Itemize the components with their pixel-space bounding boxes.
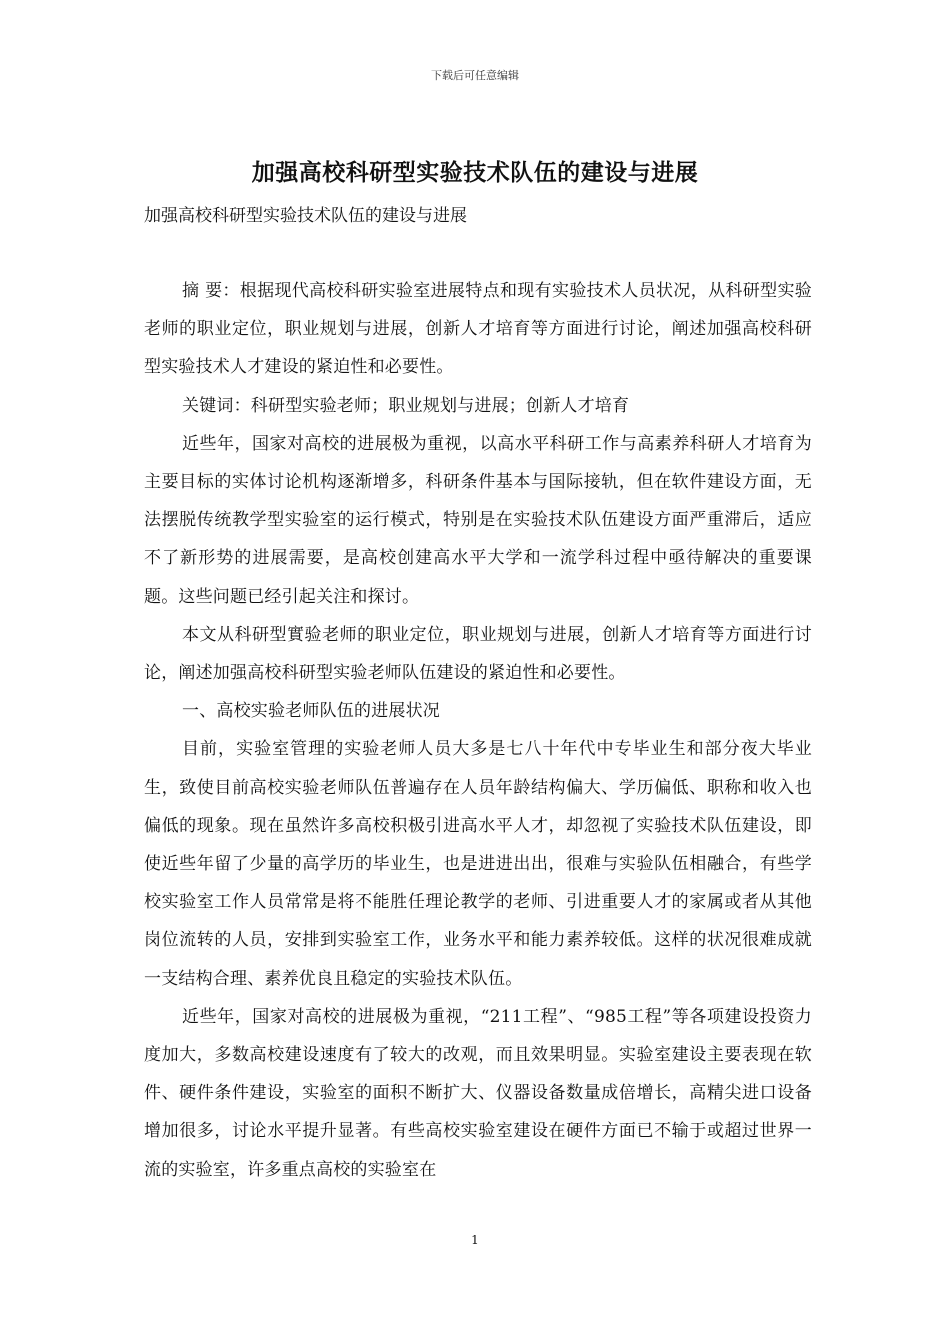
keywords-paragraph: 关键词：科研型实验老师；职业规划与进展；创新人才培育 [182,395,630,416]
body-paragraph: 目前，实验室管理的实验老师人员大多是七八十年代中专毕业生和部分夜大毕业生，致使目前高校实验老师队伍普遍存在人员年龄结构偏大、学历偏低、职称和收入也偏低的现象。现在虽然许多高校积极引进高水平人才，却忽视了实验技术队伍建设，即使近些年留了少量的高学历的毕业生，也是进进出出，很难与实验队伍相融合，有些学校实验室工作人员常常是将不能胜任理论教学的老师、引进重要人才的家属或者从其他岗位流转的人员，安排到实验室工作，业务水平和能力素养较低。这样的状况很难成就一支结构合理、素养优良且稳定的实验技术队伍。 [144,739,812,989]
document-subtitle: 加强高校科研型实验技术队伍的建设与进展 [144,206,467,226]
body-paragraph: 本文从科研型實验老师的职业定位，职业规划与进展，创新人才培育等方面进行讨论，阐述加强高校科研型实验老师队伍建设的紧迫性和必要性。 [144,624,812,684]
body-paragraph: 近些年，国家对高校的进展极为重视，以高水平科研工作与高素养科研人才培育为主要目标的实体讨论机构逐渐增多，科研条件基本与国际接轨，但在软件建设方面，无法摆脱传统教学型实验室的运行模式，特别是在实验技术队伍建设方面严重滞后，适应不了新形势的进展需要，是高校创建高水平大学和一流学科过程中亟待解决的重要课题。这些问题已经引起关注和探讨。 [144,433,812,607]
body-paragraph: 近些年，国家对高校的进展极为重视，“211工程”、“985工程”等各项建设投资力度加大，多数高校建设速度有了较大的改观，而且效果明显。实验室建设主要表现在软件、硬件条件建设，实验室的面积不断扩大、仪器设备数量成倍增长，高精尖进口设备增加很多，讨论水平提升显著。有些高校实验室建设在硬件方面已不输于或超过世界一流的实验室，许多重点高校的实验室在 [144,1006,812,1180]
header-note: 下载后可任意编辑 [431,69,519,82]
abstract-paragraph: 摘 要：根据现代高校科研实验室进展特点和现有实验技术人员状况，从科研型实验老师的职业定位，职业规划与进展，创新人才培育等方面进行讨论，阐述加强高校科研型实验技术人才建设的紧迫性和必要性。 [144,281,812,378]
section-heading: 一、高校实验老师队伍的进展状况 [182,701,440,722]
page-number: 1 [471,1233,479,1247]
document-title: 加强高校科研型实验技术队伍的建设与进展 [251,159,699,186]
document-body [144,272,812,1189]
